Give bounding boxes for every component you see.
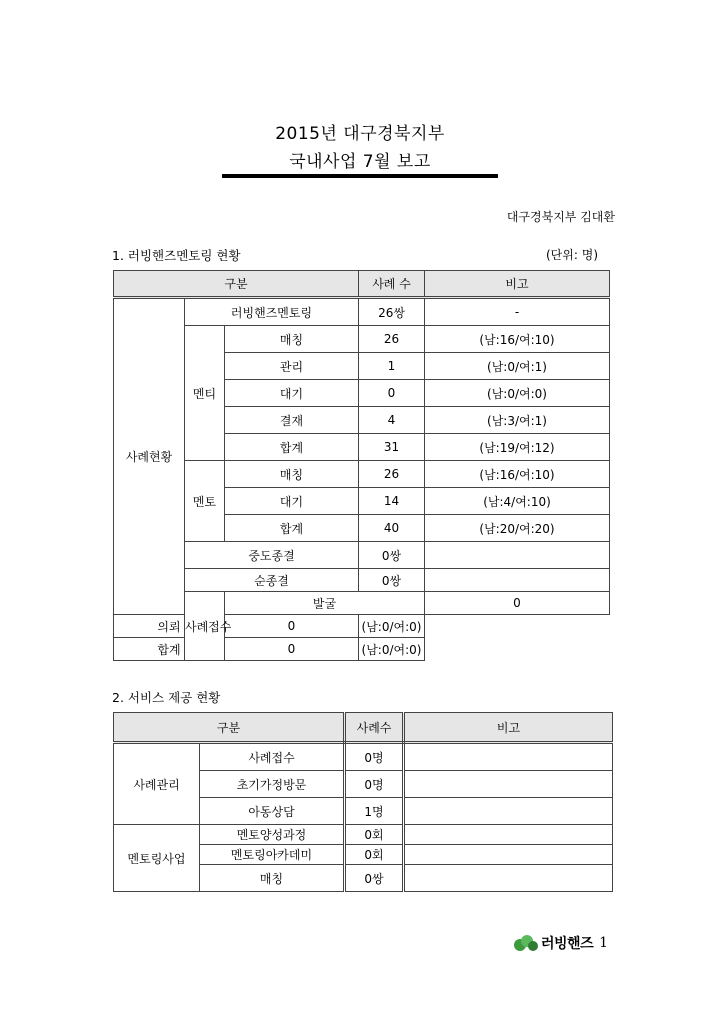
row-note: (남:4/여:10) [425, 488, 610, 515]
row-note [425, 569, 610, 592]
row-count: 14 [359, 488, 425, 515]
row-note: (남:16/여:10) [425, 461, 610, 488]
group-label: 사례접수 [185, 592, 225, 661]
table-row [114, 326, 610, 353]
row-count: 1명 [345, 798, 404, 825]
row-label: 중도종결 [185, 542, 359, 569]
table-row [114, 298, 610, 326]
row-count: 0명 [345, 771, 404, 798]
row-count: 0회 [345, 825, 404, 845]
row-label: 관리 [225, 353, 359, 380]
row-label: 의뢰 [114, 615, 225, 638]
author: 대구경북지부 김대환 [506, 210, 615, 224]
table-row [114, 743, 613, 771]
subgroup-label: 멘토 [185, 461, 225, 542]
mentoring-status-table [113, 270, 610, 661]
row-count: 26 [359, 326, 425, 353]
row-label: 대기 [225, 380, 359, 407]
page-footer [512, 932, 608, 954]
table-row [114, 461, 610, 488]
row-label: 매칭 [225, 461, 359, 488]
footer-brand: 러빙핸즈 [541, 936, 594, 952]
row-note: (남:0/여:0) [425, 380, 610, 407]
row-count: 40 [359, 515, 425, 542]
row-note: (남:19/여:12) [425, 434, 610, 461]
row-note [404, 743, 613, 771]
row-label: 멘토양성과정 [200, 825, 345, 845]
title-line-2: 국내사업 7월 보고 [289, 152, 431, 172]
header-category: 구분 [114, 271, 359, 298]
row-label: 초기가정방문 [200, 771, 345, 798]
title-line-1: 2015년 대구경북지부 [275, 124, 445, 144]
table-row [114, 592, 610, 615]
row-count: 0쌍 [345, 865, 404, 892]
group-label: 사례현황 [114, 298, 185, 615]
header-note: 비고 [425, 271, 610, 298]
row-note [404, 798, 613, 825]
table-row [114, 638, 610, 661]
row-note: (남:3/여:1) [425, 407, 610, 434]
table-row [114, 542, 610, 569]
row-note [404, 845, 613, 865]
header-count: 사례수 [345, 713, 404, 743]
row-label: 발굴 [225, 592, 425, 615]
unit-label: (단위: 명) [546, 248, 598, 262]
row-label: 매칭 [200, 865, 345, 892]
section1-heading: 1. 러빙핸즈멘토링 현황 [112, 248, 241, 263]
row-count: 0 [425, 592, 610, 615]
row-label: 결재 [225, 407, 359, 434]
table-row [114, 825, 613, 845]
header-count: 사례 수 [359, 271, 425, 298]
row-note [425, 542, 610, 569]
title-underline [222, 174, 498, 178]
row-label: 매칭 [225, 326, 359, 353]
row-note: (남:20/여:20) [425, 515, 610, 542]
row-note: (남:0/여:1) [425, 353, 610, 380]
page-number: 1 [599, 935, 609, 951]
document-title [0, 120, 720, 176]
row-count: 0회 [345, 845, 404, 865]
row-count: 4 [359, 407, 425, 434]
row-label: 합계 [225, 434, 359, 461]
header-category: 구분 [114, 713, 345, 743]
group-label: 사례관리 [114, 743, 200, 825]
row-label: 사례접수 [200, 743, 345, 771]
row-label: 러빙핸즈멘토링 [185, 298, 359, 326]
header-note: 비고 [404, 713, 613, 743]
row-note: (남:0/여:0) [359, 638, 425, 661]
row-count: 0 [225, 615, 359, 638]
section2-heading: 2. 서비스 제공 현황 [112, 690, 221, 705]
row-count: 0쌍 [359, 569, 425, 592]
row-label: 아동상담 [200, 798, 345, 825]
row-note: - [425, 298, 610, 326]
table-row [114, 569, 610, 592]
row-note: (남:0/여:0) [359, 615, 425, 638]
row-count: 26 [359, 461, 425, 488]
row-note: (남:16/여:10) [425, 326, 610, 353]
row-label: 순종결 [185, 569, 359, 592]
row-note [404, 771, 613, 798]
loving-hands-logo-icon [512, 933, 538, 953]
row-note [404, 865, 613, 892]
row-count: 0쌍 [359, 542, 425, 569]
row-label: 합계 [114, 638, 225, 661]
row-label: 멘토링아카데미 [200, 845, 345, 865]
row-note [404, 825, 613, 845]
row-count: 31 [359, 434, 425, 461]
subgroup-label: 멘티 [185, 326, 225, 461]
row-count: 26쌍 [359, 298, 425, 326]
row-count: 0 [359, 380, 425, 407]
row-label: 대기 [225, 488, 359, 515]
service-status-table [113, 712, 613, 892]
row-label: 합계 [225, 515, 359, 542]
row-count: 1 [359, 353, 425, 380]
group-label: 멘토링사업 [114, 825, 200, 892]
row-count: 0명 [345, 743, 404, 771]
row-count: 0 [225, 638, 359, 661]
